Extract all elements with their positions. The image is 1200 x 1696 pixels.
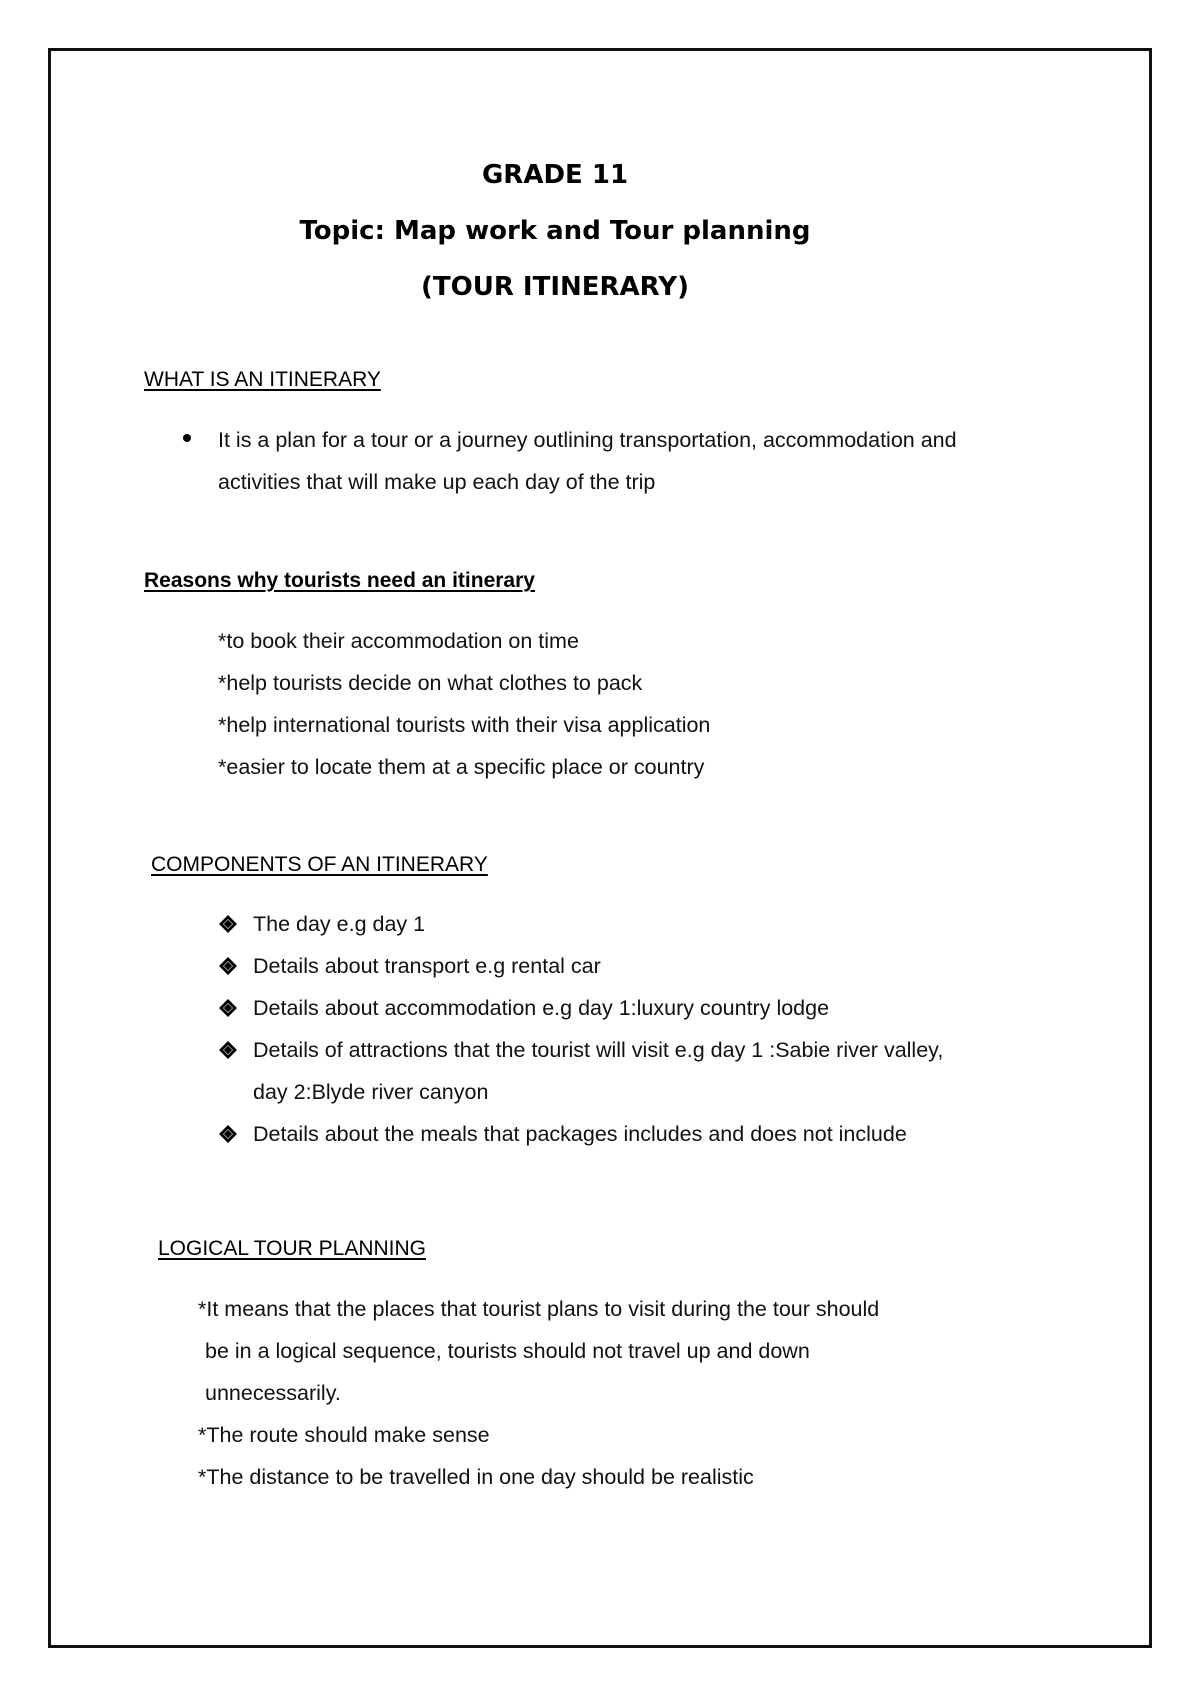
heading-components: COMPONENTS OF AN ITINERARY [151, 853, 488, 876]
logical-line: unnecessarily. [205, 1381, 341, 1405]
logical-line: be in a logical sequence, tourists should not travel up and down [205, 1339, 810, 1363]
component-item: Details about accommodation e.g day 1:luxury country lodge [253, 996, 830, 1020]
reason-item: *to book their accommodation on time [218, 629, 579, 653]
diamond-bullet-icon [218, 914, 238, 934]
component-item: Details of attractions that the tourist will visit e.g day 1 :Sabie river valley, [253, 1038, 944, 1062]
diamond-bullet-icon [218, 998, 238, 1018]
component-item-continuation: day 2:Blyde river canyon [253, 1080, 489, 1104]
grade-title: GRADE 11 [481, 160, 629, 190]
topic-title: Topic: Map work and Tour planning [299, 216, 811, 246]
logical-line: *It means that the places that tourist plans to visit during the tour should [198, 1297, 880, 1321]
component-item: Details about transport e.g rental car [253, 954, 601, 978]
diamond-bullet-icon [218, 1124, 238, 1144]
logical-line: *The route should make sense [198, 1423, 490, 1447]
heading-logical-tour-planning: LOGICAL TOUR PLANNING [158, 1237, 427, 1260]
definition-line-2: activities that will make up each day of the trip [218, 470, 656, 494]
reason-item: *help international tourists with their visa application [218, 713, 711, 737]
diamond-bullet-icon [218, 1040, 238, 1060]
logical-line: *The distance to be travelled in one day should be realistic [198, 1465, 754, 1489]
reason-item: *help tourists decide on what clothes to pack [218, 671, 643, 695]
bullet-icon [183, 434, 191, 442]
definition-line-1: It is a plan for a tour or a journey outlining transportation, accommodation and [218, 428, 957, 452]
subtitle: (TOUR ITINERARY) [421, 272, 689, 302]
component-item: Details about the meals that packages includes and does not include [253, 1122, 907, 1146]
heading-reasons: Reasons why tourists need an itinerary [144, 569, 535, 592]
reason-item: *easier to locate them at a specific place or country [218, 755, 705, 779]
heading-what-is-itinerary: WHAT IS AN ITINERARY [144, 368, 381, 391]
diamond-bullet-icon [218, 956, 238, 976]
component-item: The day e.g day 1 [253, 912, 426, 936]
